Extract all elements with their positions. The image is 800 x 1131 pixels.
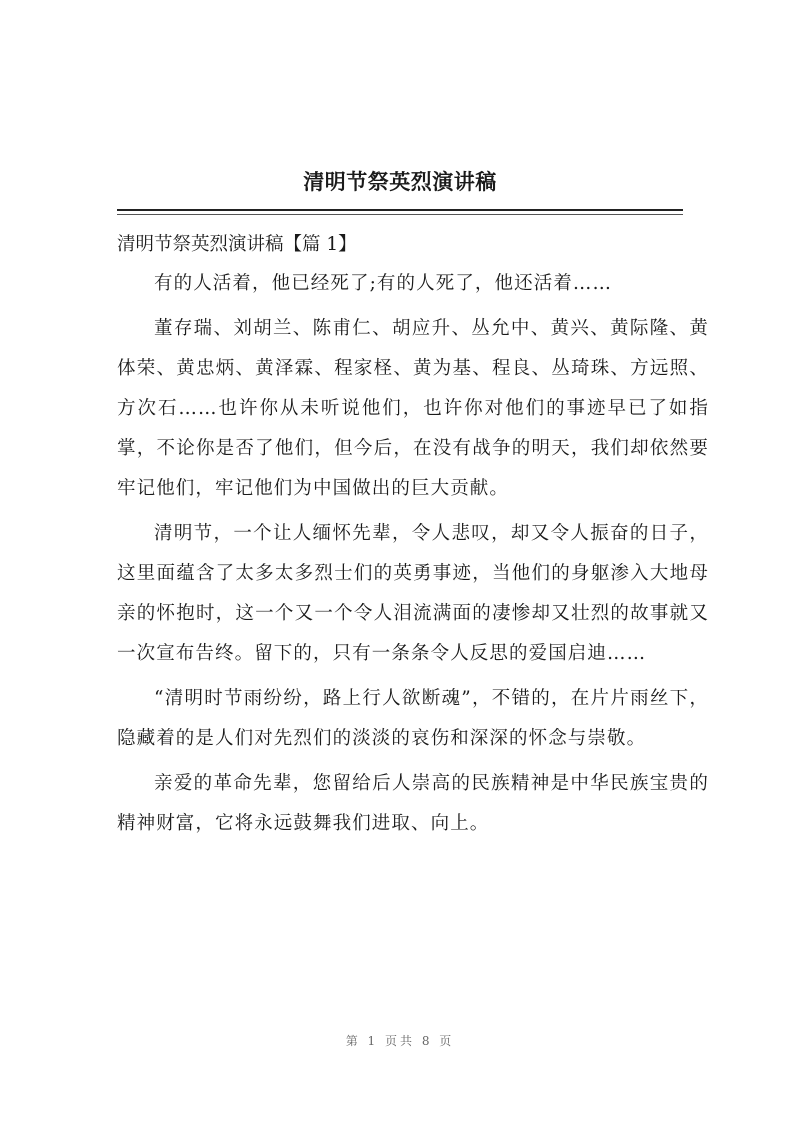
title-divider-thin bbox=[117, 214, 683, 215]
section-heading: 清明节祭英烈演讲稿【篇 1】 bbox=[117, 234, 357, 255]
paragraph: 有的人活着，他已经死了;有的人死了，他还活着…… bbox=[154, 273, 613, 294]
document-body bbox=[117, 226, 709, 849]
paragraph: 清明节，一个让人缅怀先辈，令人悲叹，却又令人振奋的日子，这里面蕴含了太多太多烈士们的英勇事迹，当他们的身躯渗入大地母亲的怀抱时，这一个又一个令人泪流满面的凄惨却又壮烈的故事就又一次宣布告终。留下的，只有一条条令人反思的爱国启迪…… bbox=[117, 523, 709, 664]
document-title: 清明节祭英烈演讲稿 bbox=[303, 170, 497, 194]
paragraph: 亲爱的革命先辈，您留给后人崇高的民族精神是中华民族宝贵的精神财富，它将永远鼓舞我们进取、向上。 bbox=[117, 773, 709, 834]
page-number-footer: 第 1 页共 8 页 bbox=[345, 1034, 455, 1048]
paragraph: 董存瑞、刘胡兰、陈甫仁、胡应升、丛允中、黄兴、黄际隆、黄体荣、黄忠炳、黄泽霖、程家柽、黄为基、程良、丛琦珠、方远照、方次石……也许你从未听说他们，也许你对他们的事迹早已了如指掌，不论你是否了他们，但今后，在没有战争的明天，我们却依然要牢记他们，牢记他们为中国做出的巨大贡献。 bbox=[117, 318, 709, 499]
paragraph: “清明时节雨纷纷，路上行人欲断魂”，不错的，在片片雨丝下，隐藏着的是人们对先烈们的淡淡的哀伤和深深的怀念与崇敬。 bbox=[117, 688, 709, 749]
title-divider bbox=[117, 209, 683, 211]
